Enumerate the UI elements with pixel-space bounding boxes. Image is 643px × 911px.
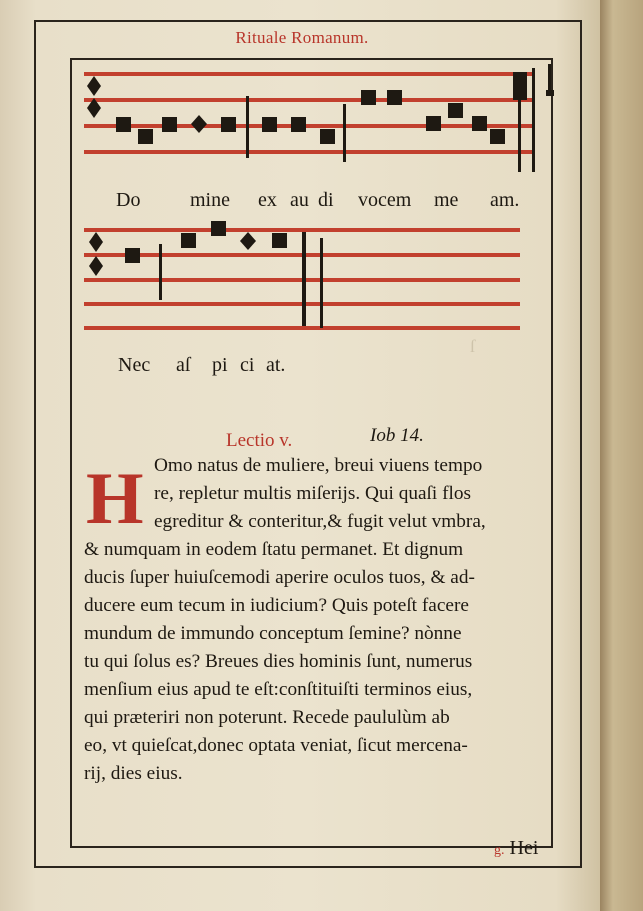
text-line: tu qui ſolus es? Breues dies hominis ſunt, numerus	[84, 651, 473, 672]
neume	[116, 117, 131, 132]
lyric-syllable: di	[318, 189, 334, 211]
c-clef-icon	[87, 76, 101, 96]
neume	[320, 129, 335, 144]
neume	[490, 129, 505, 144]
lyric-syllable: me	[434, 189, 459, 211]
neume	[262, 117, 277, 132]
neume	[272, 233, 287, 248]
lyric-syllable: at.	[266, 354, 286, 376]
neume	[181, 233, 196, 248]
neume	[191, 115, 207, 133]
neume	[221, 117, 236, 132]
neume	[387, 90, 402, 105]
text-line: rij, dies eius.	[84, 763, 183, 784]
neume	[448, 103, 463, 118]
bar-line	[302, 232, 306, 326]
bar-line	[159, 244, 162, 300]
text-line: ducis ſuper huiuſcemodi aperire oculos tuos, & ad-	[84, 567, 475, 588]
text-line: eo, vt quieſcat,donec optata veniat, ſicut mercena-	[84, 735, 468, 756]
running-title: Rituale Romanum.	[235, 28, 369, 47]
text-line: re, repletur multis miſerijs. Qui quaſi flos	[154, 483, 472, 504]
lyric-syllable: Nec	[118, 354, 151, 376]
show-through-text: ſ	[470, 336, 512, 356]
catchword: Hei	[509, 837, 539, 859]
text-line: menſium eius apud te eſt:conſtituiſti terminos eius,	[84, 679, 473, 700]
lyric-syllable: ci	[240, 354, 255, 376]
catchword-line	[494, 837, 538, 860]
lyric-syllable: pi	[212, 354, 228, 376]
chant-neumes-system-1	[87, 64, 554, 172]
neume	[162, 117, 177, 132]
neume	[291, 117, 306, 132]
text-line: qui præteriri non poterunt. Recede paululùm ab	[84, 707, 450, 728]
chant-neumes-system-2	[89, 221, 323, 328]
lyric-syllable: aſ	[176, 354, 191, 376]
text-line: & numquam in eodem ſtatu permanet. Et dignum	[84, 539, 464, 560]
bar-line	[246, 96, 249, 158]
neume	[361, 90, 376, 105]
bar-line	[343, 104, 346, 162]
lyric-syllable: au	[290, 189, 309, 211]
bar-line	[532, 68, 535, 172]
text-line: mundum de immundo conceptum ſemine? nònne	[84, 623, 462, 644]
text-line: Omo natus de muliere, breui viuens tempo	[154, 455, 483, 476]
neume	[472, 116, 487, 131]
lectio-heading: Lectio v.	[226, 430, 293, 451]
neume	[426, 116, 441, 131]
neume	[138, 129, 153, 144]
scripture-reference: Iob 14.	[370, 425, 424, 446]
drop-cap: H	[86, 458, 144, 540]
signature-mark: g.	[494, 843, 505, 858]
lyric-syllable: Do	[116, 189, 141, 211]
text-line: egreditur & conteritur,& fugit velut vmbra,	[154, 511, 486, 532]
lyric-syllable: am.	[490, 189, 520, 211]
custos-icon	[548, 64, 551, 94]
bar-line	[320, 238, 323, 328]
lyric-syllable: vocem	[358, 189, 412, 211]
c-clef-icon	[89, 232, 103, 252]
neume	[240, 232, 256, 250]
neume	[125, 248, 140, 263]
lyric-syllable: mine	[190, 189, 230, 211]
lyric-syllable: ex	[258, 189, 277, 211]
neume	[211, 221, 226, 236]
text-line: ducere eum tecum in iudicium? Quis poteſt facere	[84, 595, 469, 616]
bar-line	[518, 72, 521, 172]
